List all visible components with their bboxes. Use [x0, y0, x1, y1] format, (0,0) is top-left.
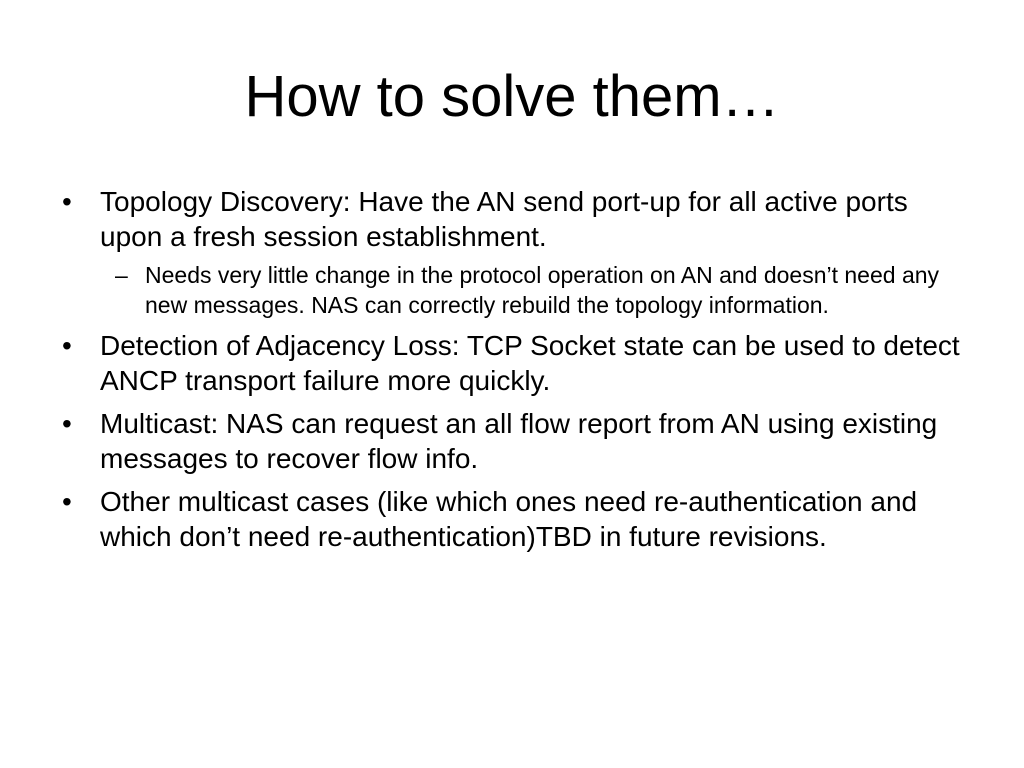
- bullet-list: [62, 184, 962, 562]
- bullet-marker: •: [62, 486, 72, 517]
- bullet-item: [62, 484, 962, 554]
- subbullet-marker: –: [115, 262, 128, 288]
- subbullet-list: [100, 260, 962, 320]
- bullet-item: [62, 328, 962, 398]
- bullet-text: Multicast: NAS can request an all flow report from AN using existing messages to recover flow info.: [100, 408, 938, 474]
- bullet-item: [62, 406, 962, 476]
- bullet-text: Other multicast cases (like which ones need re-authentication and which don’t need re-authentication)TBD in future revisions.: [100, 486, 918, 552]
- bullet-marker: •: [62, 186, 72, 217]
- bullet-text: Detection of Adjacency Loss: TCP Socket state can be used to detect ANCP transport failure more quickly.: [100, 330, 960, 396]
- subbullet-item: [100, 260, 962, 320]
- bullet-marker: •: [62, 330, 72, 361]
- bullet-item: [62, 184, 962, 320]
- subbullet-text: Needs very little change in the protocol operation on AN and doesn’t need any new messages. NAS can correctly rebuild the topology information.: [145, 262, 940, 318]
- bullet-text: Topology Discovery: Have the AN send port-up for all active ports upon a fresh session establishment.: [100, 186, 908, 252]
- bullet-marker: •: [62, 408, 72, 439]
- slide-title: How to solve them…: [244, 64, 780, 129]
